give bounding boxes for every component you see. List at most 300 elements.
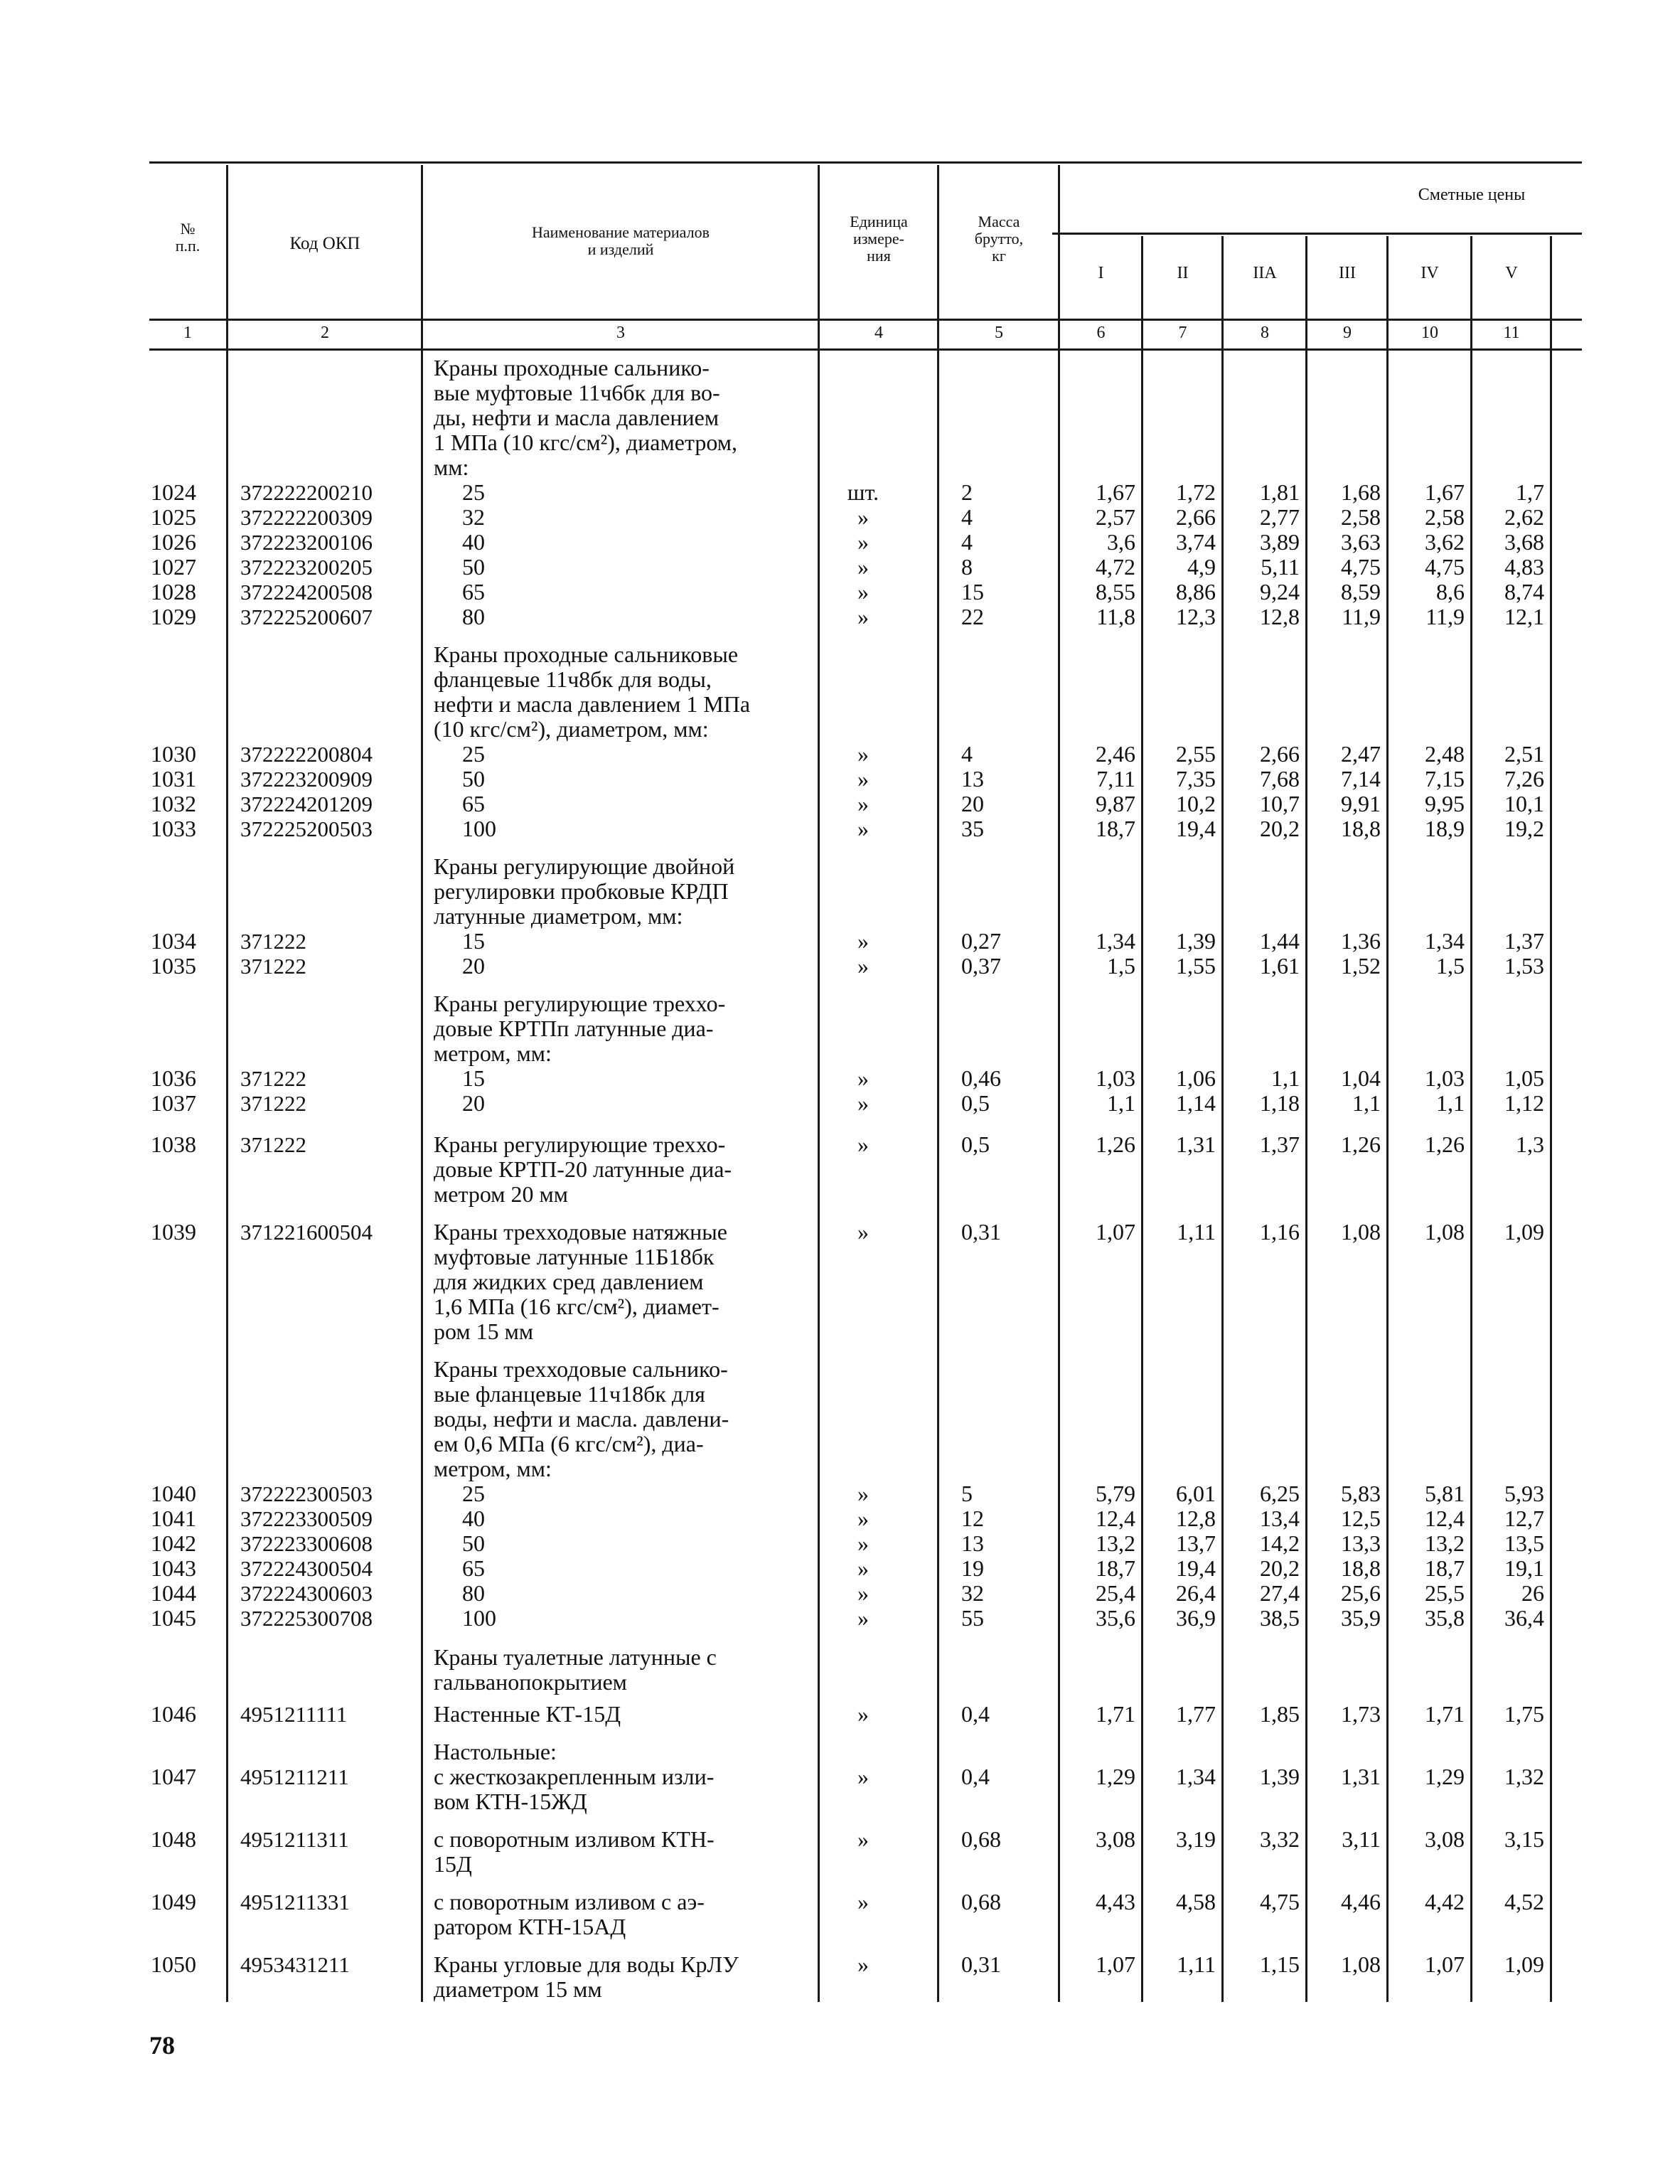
mass: 4 — [961, 741, 973, 767]
unit: » — [857, 953, 869, 979]
price-value: 26,4 — [1176, 1580, 1216, 1606]
price-value: 2,55 — [1176, 741, 1216, 767]
price-value: 1,34 — [1176, 1764, 1216, 1789]
price-value: 1,29 — [1425, 1764, 1465, 1789]
price-value: 18,9 — [1425, 816, 1465, 841]
price-value: 1,1 — [1107, 1090, 1135, 1116]
okp-code: 371221600504 — [240, 1220, 373, 1245]
row-number: 1035 — [151, 953, 196, 979]
price-value: 2,51 — [1504, 741, 1544, 767]
row-number: 1029 — [151, 604, 196, 629]
unit: » — [857, 1889, 869, 1914]
price-value: 1,03 — [1425, 1065, 1465, 1091]
price-value: 6,01 — [1176, 1481, 1216, 1506]
unit: шт. — [847, 479, 879, 505]
okp-code: 4953431211 — [240, 1952, 350, 1977]
mass: 0,4 — [961, 1764, 990, 1789]
mass: 12 — [961, 1506, 984, 1531]
okp-code: 372222200309 — [240, 505, 373, 530]
item-name: 100 — [462, 1605, 496, 1631]
price-value: 25,4 — [1096, 1580, 1135, 1606]
price-value: 1,7 — [1516, 479, 1544, 505]
price-value: 1,71 — [1425, 1701, 1465, 1727]
price-value: 3,08 — [1425, 1826, 1465, 1852]
price-value: 1,08 — [1425, 1219, 1465, 1245]
column-number: 6 — [1096, 324, 1106, 342]
price-value: 1,32 — [1504, 1764, 1544, 1789]
price-value: 1,03 — [1096, 1065, 1135, 1091]
colnum-bottom-rule — [149, 348, 1582, 351]
column-number: 2 — [321, 324, 329, 342]
item-name: с поворотным изливом с аэ- ратором КТН-15АД — [434, 1889, 705, 1939]
unit: » — [857, 1951, 869, 1977]
price-value: 1,85 — [1260, 1701, 1300, 1727]
okp-code: 371222 — [240, 929, 306, 954]
price-value: 1,44 — [1260, 928, 1300, 954]
price-value: 1,81 — [1260, 479, 1300, 505]
header-price-col: IV — [1420, 264, 1439, 282]
price-value: 1,11 — [1177, 1219, 1216, 1245]
item-name: Краны трехходовые натяжные муфтовые латунные 11Б18бк для жидких сред давлением 1,6 МПа (16 кгс/см²), диамет- ром 15 мм — [434, 1219, 727, 1344]
mass: 0,5 — [961, 1131, 990, 1157]
item-name: 15 — [462, 1065, 485, 1091]
price-value: 8,86 — [1176, 579, 1216, 604]
price-value: 4,58 — [1176, 1889, 1216, 1914]
price-value: 36,9 — [1176, 1605, 1216, 1631]
price-value: 1,04 — [1341, 1065, 1381, 1091]
row-number: 1026 — [151, 529, 196, 555]
unit: » — [857, 928, 869, 954]
subgroup-title: Настольные: — [434, 1739, 557, 1764]
okp-code: 372223300608 — [240, 1531, 373, 1556]
price-value: 38,5 — [1260, 1605, 1300, 1631]
okp-code: 372224201209 — [240, 792, 373, 816]
col-divider — [1550, 236, 1552, 2002]
group-title: Краны туалетные латунные с гальванопокрытием — [434, 1644, 717, 1695]
column-number: 4 — [874, 324, 883, 342]
price-value: 1,36 — [1341, 928, 1381, 954]
price-value: 10,2 — [1176, 791, 1216, 816]
price-value: 4,43 — [1096, 1889, 1135, 1914]
item-name: 50 — [462, 1530, 485, 1556]
unit: » — [857, 579, 869, 604]
col-divider — [818, 165, 820, 2002]
price-value: 19,2 — [1504, 816, 1544, 841]
price-value: 7,68 — [1260, 766, 1300, 792]
price-value: 1,15 — [1260, 1951, 1300, 1977]
price-value: 35,6 — [1096, 1605, 1135, 1631]
price-value: 18,7 — [1096, 816, 1135, 841]
price-value: 3,6 — [1107, 529, 1135, 555]
price-value: 4,72 — [1096, 554, 1135, 580]
mass: 5 — [961, 1481, 973, 1506]
price-value: 1,37 — [1260, 1131, 1300, 1157]
price-value: 12,5 — [1341, 1506, 1381, 1531]
price-value: 2,46 — [1096, 741, 1135, 767]
row-number: 1030 — [151, 741, 196, 767]
price-value: 1,1 — [1271, 1065, 1300, 1091]
mass: 15 — [961, 579, 984, 604]
price-value: 14,2 — [1260, 1530, 1300, 1556]
unit: » — [857, 1701, 869, 1727]
price-value: 5,79 — [1096, 1481, 1135, 1506]
item-name: Краны угловые для воды КрЛУ диаметром 15 мм — [434, 1951, 739, 2002]
mass: 0,27 — [961, 928, 1001, 954]
okp-code: 372222200210 — [240, 480, 373, 505]
price-value: 7,35 — [1176, 766, 1216, 792]
price-value: 4,9 — [1187, 554, 1216, 580]
price-value: 8,55 — [1096, 579, 1135, 604]
price-value: 19,1 — [1504, 1555, 1544, 1581]
item-name: 25 — [462, 1481, 485, 1506]
mass: 0,37 — [961, 953, 1001, 979]
price-value: 1,05 — [1504, 1065, 1544, 1091]
header-price-group: Сметные цены — [1418, 186, 1526, 204]
price-value: 5,83 — [1341, 1481, 1381, 1506]
price-value: 6,25 — [1260, 1481, 1300, 1506]
price-value: 1,67 — [1425, 479, 1465, 505]
price-value: 1,1 — [1352, 1090, 1381, 1116]
okp-code: 372222300503 — [240, 1481, 373, 1506]
row-number: 1033 — [151, 816, 196, 841]
price-value: 1,77 — [1176, 1701, 1216, 1727]
unit: » — [857, 1481, 869, 1506]
item-name: 20 — [462, 953, 485, 979]
col-divider — [1141, 236, 1143, 2002]
price-value: 8,59 — [1341, 579, 1381, 604]
group-title: Краны проходные сальниковые фланцевые 11ч8бк для воды, нефти и масла давлением 1 МПа (10 кгс/см²), диаметром, мм: — [434, 641, 751, 742]
price-value: 13,4 — [1260, 1506, 1300, 1531]
price-value: 3,11 — [1342, 1826, 1381, 1852]
header-col-name: Наименование материалов и изделий — [531, 223, 710, 258]
item-name: 25 — [462, 479, 485, 505]
mass: 0,5 — [961, 1090, 990, 1116]
price-value: 4,46 — [1341, 1889, 1381, 1914]
price-value: 3,74 — [1176, 529, 1216, 555]
unit: » — [857, 766, 869, 792]
price-value: 26 — [1521, 1580, 1544, 1606]
row-number: 1045 — [151, 1605, 196, 1631]
price-value: 5,11 — [1261, 554, 1300, 580]
unit: » — [857, 604, 869, 629]
column-number: 10 — [1421, 324, 1438, 342]
okp-code: 372224200508 — [240, 580, 373, 604]
header-price-col: II — [1177, 264, 1189, 282]
price-value: 12,8 — [1176, 1506, 1216, 1531]
price-value: 1,07 — [1096, 1219, 1135, 1245]
header-col-unit: Единица измере- ния — [850, 213, 908, 265]
row-number: 1047 — [151, 1764, 196, 1789]
table-top-rule — [149, 161, 1582, 164]
column-number: 3 — [616, 324, 625, 342]
price-value: 1,08 — [1341, 1951, 1381, 1977]
price-value: 1,55 — [1176, 953, 1216, 979]
price-value: 1,5 — [1107, 953, 1135, 979]
page-number: 78 — [149, 2031, 175, 2060]
price-value: 12,4 — [1425, 1506, 1465, 1531]
header-price-col: III — [1339, 264, 1356, 282]
row-number: 1037 — [151, 1090, 196, 1116]
col-divider — [1058, 165, 1060, 2002]
row-number: 1040 — [151, 1481, 196, 1506]
price-value: 7,11 — [1096, 766, 1135, 792]
col-divider — [1470, 236, 1472, 2002]
item-name: 65 — [462, 579, 485, 604]
row-number: 1046 — [151, 1701, 196, 1727]
price-value: 1,67 — [1096, 479, 1135, 505]
col-divider — [421, 165, 423, 2002]
price-value: 1,72 — [1176, 479, 1216, 505]
price-value: 13,2 — [1096, 1530, 1135, 1556]
unit: » — [857, 1090, 869, 1116]
price-value: 2,62 — [1504, 504, 1544, 530]
mass: 32 — [961, 1580, 984, 1606]
unit: » — [857, 529, 869, 555]
price-value: 1,39 — [1176, 928, 1216, 954]
price-value: 3,62 — [1425, 529, 1465, 555]
mass: 35 — [961, 816, 984, 841]
row-number: 1042 — [151, 1530, 196, 1556]
mass: 13 — [961, 766, 984, 792]
unit: » — [857, 1506, 869, 1531]
unit: » — [857, 1764, 869, 1789]
price-value: 2,77 — [1260, 504, 1300, 530]
price-value: 4,75 — [1425, 554, 1465, 580]
price-value: 2,48 — [1425, 741, 1465, 767]
okp-code: 371222 — [240, 954, 306, 979]
price-value: 3,08 — [1096, 1826, 1135, 1852]
okp-code: 372223200106 — [240, 530, 373, 555]
okp-code: 371222 — [240, 1091, 306, 1116]
price-value: 1,34 — [1425, 928, 1465, 954]
price-value: 1,07 — [1096, 1951, 1135, 1977]
item-name: 50 — [462, 554, 485, 580]
price-value: 8,74 — [1504, 579, 1544, 604]
row-number: 1036 — [151, 1065, 196, 1091]
item-name: 80 — [462, 1580, 485, 1606]
okp-code: 371222 — [240, 1066, 306, 1091]
okp-code: 372223200909 — [240, 767, 373, 792]
price-value: 1,52 — [1341, 953, 1381, 979]
item-name: 20 — [462, 1090, 485, 1116]
row-number: 1027 — [151, 554, 196, 580]
okp-code: 372225200607 — [240, 604, 373, 629]
price-value: 4,75 — [1260, 1889, 1300, 1914]
price-value: 5,81 — [1425, 1481, 1465, 1506]
mass: 8 — [961, 554, 973, 580]
okp-code: 371222 — [240, 1132, 306, 1157]
column-number: 9 — [1343, 324, 1352, 342]
price-value: 9,91 — [1341, 791, 1381, 816]
row-number: 1028 — [151, 579, 196, 604]
price-value: 12,3 — [1176, 604, 1216, 629]
price-value: 35,9 — [1341, 1605, 1381, 1631]
price-value: 5,93 — [1504, 1481, 1544, 1506]
price-value: 7,26 — [1504, 766, 1544, 792]
price-value: 1,07 — [1425, 1951, 1465, 1977]
price-value: 1,31 — [1176, 1131, 1216, 1157]
price-value: 2,66 — [1176, 504, 1216, 530]
price-value: 27,4 — [1260, 1580, 1300, 1606]
price-value: 3,89 — [1260, 529, 1300, 555]
price-value: 1,37 — [1504, 928, 1544, 954]
unit: » — [857, 1131, 869, 1157]
row-number: 1044 — [151, 1580, 196, 1606]
group-title: Краны регулирующие треххо- довые КРТПп латунные диа- метром, мм: — [434, 991, 726, 1066]
price-value: 11,8 — [1096, 604, 1135, 629]
price-value: 4,83 — [1504, 554, 1544, 580]
price-value: 3,15 — [1504, 1826, 1544, 1852]
price-value: 3,63 — [1341, 529, 1381, 555]
price-value: 1,39 — [1260, 1764, 1300, 1789]
price-group-rule — [1052, 233, 1582, 235]
group-title: Краны регулирующие двойной регулировки пробковые КРДП латунные диаметром, мм: — [434, 853, 735, 929]
price-value: 11,9 — [1425, 604, 1465, 629]
mass: 22 — [961, 604, 984, 629]
okp-code: 4951211111 — [240, 1702, 348, 1727]
mass: 4 — [961, 529, 973, 555]
unit: » — [857, 1530, 869, 1556]
price-value: 13,7 — [1176, 1530, 1216, 1556]
row-number: 1049 — [151, 1889, 196, 1914]
col-divider — [1386, 236, 1389, 2002]
mass: 20 — [961, 791, 984, 816]
price-value: 2,58 — [1425, 504, 1465, 530]
unit: » — [857, 554, 869, 580]
header-col-code: Код ОКП — [289, 234, 360, 253]
price-value: 1,53 — [1504, 953, 1544, 979]
price-value: 13,3 — [1341, 1530, 1381, 1556]
price-value: 19,4 — [1176, 1555, 1216, 1581]
price-value: 18,8 — [1341, 1555, 1381, 1581]
price-value: 1,09 — [1504, 1951, 1544, 1977]
price-value: 2,58 — [1341, 504, 1381, 530]
group-title: Краны проходные сальнико- вые муфтовые 11ч6бк для во- ды, нефти и масла давлением 1 МПа (10 кгс/см²), диаметром, мм: — [434, 355, 737, 480]
col-divider — [226, 165, 228, 2002]
price-value: 18,8 — [1341, 816, 1381, 841]
okp-code: 372223200205 — [240, 555, 373, 580]
price-value: 12,7 — [1504, 1506, 1544, 1531]
unit: » — [857, 1826, 869, 1852]
header-col-no: № п.п. — [175, 220, 200, 255]
price-value: 1,73 — [1341, 1701, 1381, 1727]
price-value: 35,8 — [1425, 1605, 1465, 1631]
mass: 0,68 — [961, 1889, 1001, 1914]
price-value: 25,5 — [1425, 1580, 1465, 1606]
item-name: 50 — [462, 766, 485, 792]
okp-code: 372224300603 — [240, 1581, 373, 1606]
price-value: 7,15 — [1425, 766, 1465, 792]
mass: 4 — [961, 504, 973, 530]
price-value: 13,2 — [1425, 1530, 1465, 1556]
item-name: с жесткозакрепленным изли- вом КТН-15ЖД — [434, 1764, 715, 1814]
okp-code: 372225300708 — [240, 1606, 373, 1631]
price-value: 1,1 — [1436, 1090, 1465, 1116]
price-value: 18,7 — [1425, 1555, 1465, 1581]
okp-code: 4951211311 — [240, 1827, 349, 1852]
row-number: 1024 — [151, 479, 196, 505]
column-number: 1 — [183, 324, 192, 342]
row-number: 1050 — [151, 1951, 196, 1977]
row-number: 1041 — [151, 1506, 196, 1531]
mass: 19 — [961, 1555, 984, 1581]
okp-code: 372224300504 — [240, 1556, 373, 1581]
okp-code: 372225200503 — [240, 816, 373, 841]
price-value: 1,68 — [1341, 479, 1381, 505]
price-value: 1,26 — [1096, 1131, 1135, 1157]
price-value: 3,68 — [1504, 529, 1544, 555]
price-value: 20,2 — [1260, 816, 1300, 841]
price-value: 13,5 — [1504, 1530, 1544, 1556]
price-value: 4,75 — [1341, 554, 1381, 580]
header-price-col: IIA — [1253, 264, 1277, 282]
price-value: 2,47 — [1341, 741, 1381, 767]
item-name: 40 — [462, 1506, 485, 1531]
price-value: 1,18 — [1260, 1090, 1300, 1116]
row-number: 1034 — [151, 928, 196, 954]
price-value: 1,16 — [1260, 1219, 1300, 1245]
price-value: 9,24 — [1260, 579, 1300, 604]
item-name: 80 — [462, 604, 485, 629]
price-value: 18,7 — [1096, 1555, 1135, 1581]
price-value: 2,57 — [1096, 504, 1135, 530]
unit: » — [857, 791, 869, 816]
item-name: 32 — [462, 504, 485, 530]
item-name: 100 — [462, 816, 496, 841]
price-value: 9,87 — [1096, 791, 1135, 816]
unit: » — [857, 816, 869, 841]
header-price-col: I — [1098, 264, 1104, 282]
price-value: 7,14 — [1341, 766, 1381, 792]
price-value: 10,7 — [1260, 791, 1300, 816]
header-col-mass: Масса брутто, кг — [974, 213, 1024, 265]
price-value: 8,6 — [1436, 579, 1465, 604]
okp-code: 372223300509 — [240, 1506, 373, 1531]
col-divider — [1305, 236, 1307, 2002]
price-value: 1,3 — [1516, 1131, 1544, 1157]
item-name: Настенные КТ-15Д — [434, 1701, 621, 1727]
unit: » — [857, 504, 869, 530]
price-value: 3,32 — [1260, 1826, 1300, 1852]
item-name: 40 — [462, 529, 485, 555]
okp-code: 372222200804 — [240, 742, 373, 767]
column-number: 11 — [1503, 324, 1520, 342]
price-value: 1,09 — [1504, 1219, 1544, 1245]
item-name: 65 — [462, 1555, 485, 1581]
item-name: с поворотным изливом КТН- 15Д — [434, 1826, 715, 1877]
col-divider — [937, 165, 939, 2002]
price-value: 1,34 — [1096, 928, 1135, 954]
price-value: 1,26 — [1425, 1131, 1465, 1157]
price-value: 20,2 — [1260, 1555, 1300, 1581]
row-number: 1039 — [151, 1219, 196, 1245]
mass: 13 — [961, 1530, 984, 1556]
okp-code: 4951211331 — [240, 1890, 350, 1914]
mass: 0,46 — [961, 1065, 1001, 1091]
row-number: 1038 — [151, 1131, 196, 1157]
price-value: 2,66 — [1260, 741, 1300, 767]
mass: 0,31 — [961, 1951, 1001, 1977]
item-name: Краны регулирующие треххо- довые КРТП-20 латунные диа- метром 20 мм — [434, 1131, 732, 1207]
price-value: 10,1 — [1504, 791, 1544, 816]
unit: » — [857, 1065, 869, 1091]
row-number: 1032 — [151, 791, 196, 816]
price-value: 1,61 — [1260, 953, 1300, 979]
row-number: 1048 — [151, 1826, 196, 1852]
price-value: 12,4 — [1096, 1506, 1135, 1531]
unit: » — [857, 741, 869, 767]
header-bottom-rule — [149, 319, 1582, 321]
